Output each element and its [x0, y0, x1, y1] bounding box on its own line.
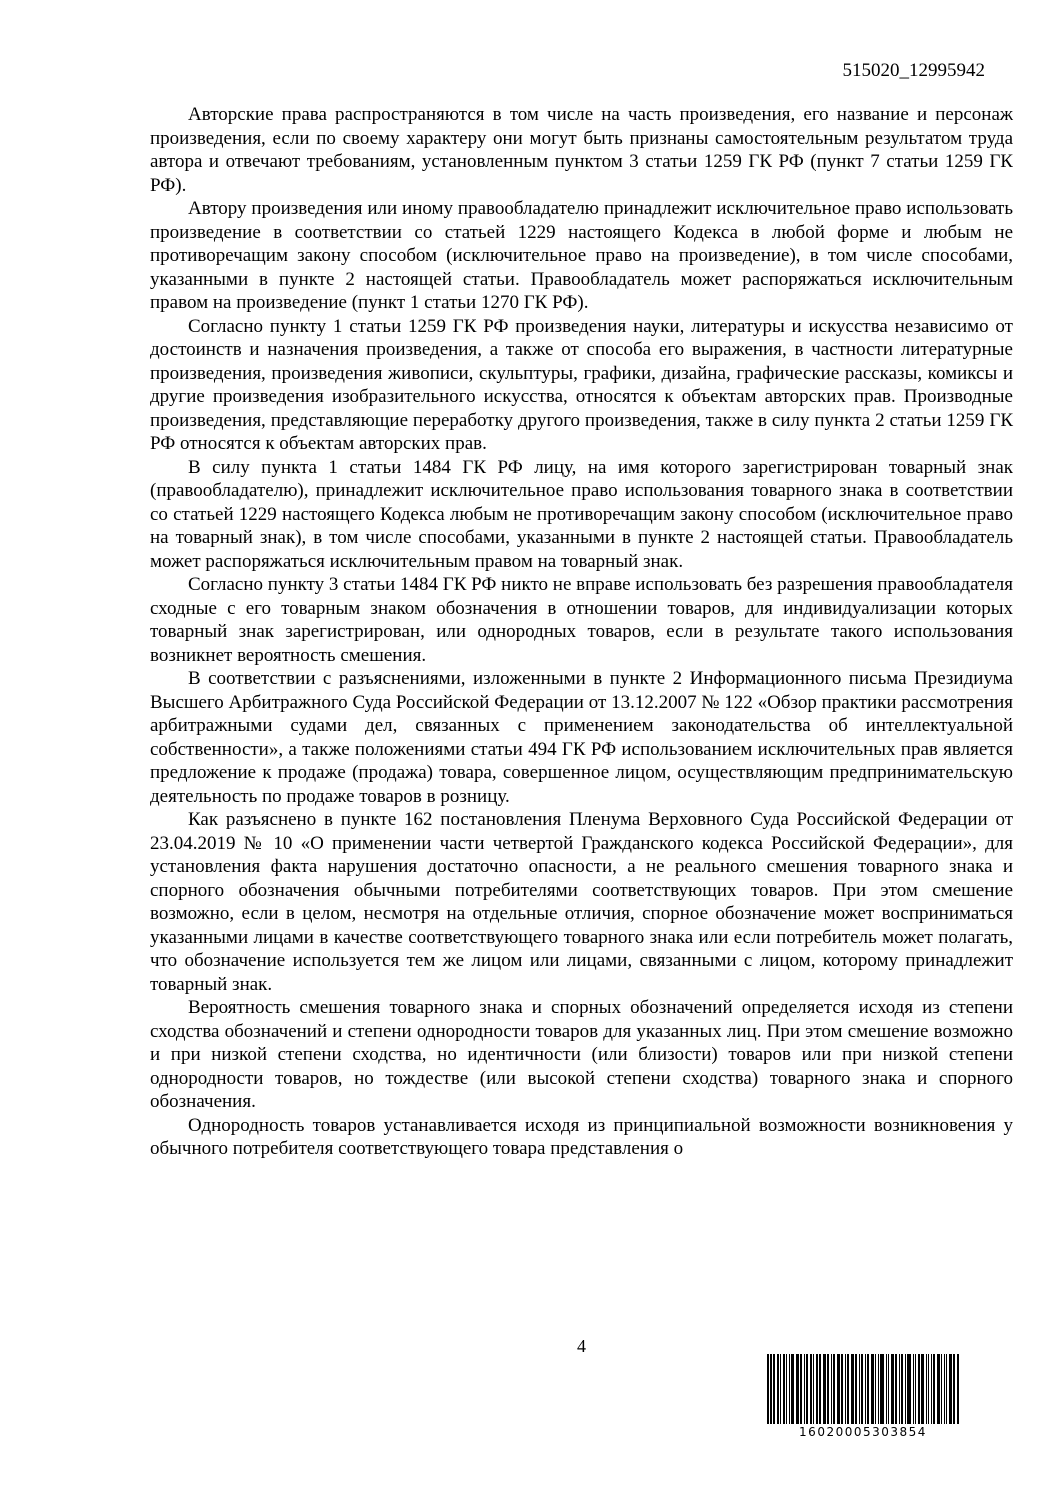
paragraph-article-1259: Согласно пункту 1 статьи 1259 ГК РФ произведения науки, литературы и искусства независимо от достоинств и назначения произведения, а также от способа его выражения, в частности литературные произведения, произведения живописи, скульптуры, графики, дизайна, графические рассказы, комиксы и другие произведения изобразительного искусства, относятся к объектам авторских прав. Производные произведения, представляющие переработку другого произведения, также в силу пункта 2 статьи 1259 ГК РФ относятся к объектам авторских прав. — [150, 315, 1013, 454]
paragraph-article-1484-p1: В силу пункта 1 статьи 1484 ГК РФ лицу, на имя которого зарегистрирован товарный знак (правообладателю), принадлежит исключительное право использования товарного знака в соответствии со статьей 1229 настоящего Кодекса любым не противоречащим закону способом (исключительное право на товарный знак), в том числе способами, указанными в пункте 2 настоящей статьи. Правообладатель может распоряжаться исключительным правом на товарный знак. — [150, 456, 1013, 572]
paragraph-article-1484-p3: Согласно пункту 3 статьи 1484 ГК РФ никто не вправе использовать без разрешения правообладателя сходные с его товарным знаком обозначения в отношении товаров, для индивидуализации которых товарный знак зарегистрирован, или однородных товаров, если в результате такого использования возникнет вероятность смешения. — [150, 574, 1013, 666]
document-number: 515020_12995942 — [842, 60, 985, 81]
barcode — [762, 1354, 964, 1439]
paragraph-copyright-scope: Авторские права распространяются в том числе на часть произведения, его название и персонаж произведения, если по своему характеру они могут быть признаны самостоятельным результатом труда автора и отвечают требованиям, установленным пунктом 3 статьи 1259 ГК РФ (пункт 7 статьи 1259 ГК РФ). — [150, 104, 1013, 196]
paragraph-confusion-probability: Вероятность смешения товарного знака и спорных обозначений определяется исходя из степени сходства обозначений и степени однородности товаров для указанных лиц. При этом смешение возможно и при низкой степени сходства, но идентичности (или близости) товаров или при низкой степени однородности товаров, но тождестве (или высокой степени сходства) товарного знака и спорного обозначения. — [150, 997, 1013, 1112]
paragraph-goods-homogeneity: Однородность товаров устанавливается исходя из принципиальной возможности возникновения у обычного потребителя соответствующего товара представления о — [150, 1114, 1013, 1159]
paragraph-info-letter-122: В соответствии с разъяснениями, изложенными в пункте 2 Информационного письма Президиума Высшего Арбитражного Суда Российской Федерации от 13.12.2007 № 122 «Обзор практики рассмотрения арбитражными судами дел, связанных с применением законодательства об интеллектуальной собственности», а также положениями статьи 494 ГК РФ использованием исключительных прав является предложение к продаже (продажа) товара, совершенное лицом, осуществляющим предпринимательскую деятельность по продаже товаров в розницу. — [150, 668, 1013, 807]
barcode-number: 16020005303854 — [799, 1425, 927, 1439]
document-body — [150, 103, 1013, 1161]
page-number: 4 — [577, 1336, 586, 1356]
barcode-bars-icon — [762, 1354, 964, 1424]
paragraph-exclusive-right-author: Автору произведения или иному правообладателю принадлежит исключительное право использовать произведение в соответствии со статьей 1229 настоящего Кодекса в любой форме и любым не противоречащим закону способом (исключительное право на произведение), в том числе способами, указанными в пункте 2 настоящей статьи. Правообладатель может распоряжаться исключительным правом на произведение (пункт 1 статьи 1270 ГК РФ). — [150, 198, 1013, 313]
paragraph-plenum-162: Как разъяснено в пункте 162 постановления Пленума Верховного Суда Российской Федерации от 23.04.2019 № 10 «О применении части четвертой Гражданского кодекса Российской Федерации», для установления факта нарушения достаточно опасности, а не реального смешения товарного знака и спорного обозначения обычными потребителями соответствующих товаров. При этом смешение возможно, если в целом, несмотря на отдельные отличия, спорное обозначение может восприниматься указанными лицами в качестве соответствующего товарного знака или если потребитель может полагать, что обозначение используется тем же лицом или лицами, связанными с лицом, которому принадлежит товарный знак. — [150, 809, 1013, 995]
